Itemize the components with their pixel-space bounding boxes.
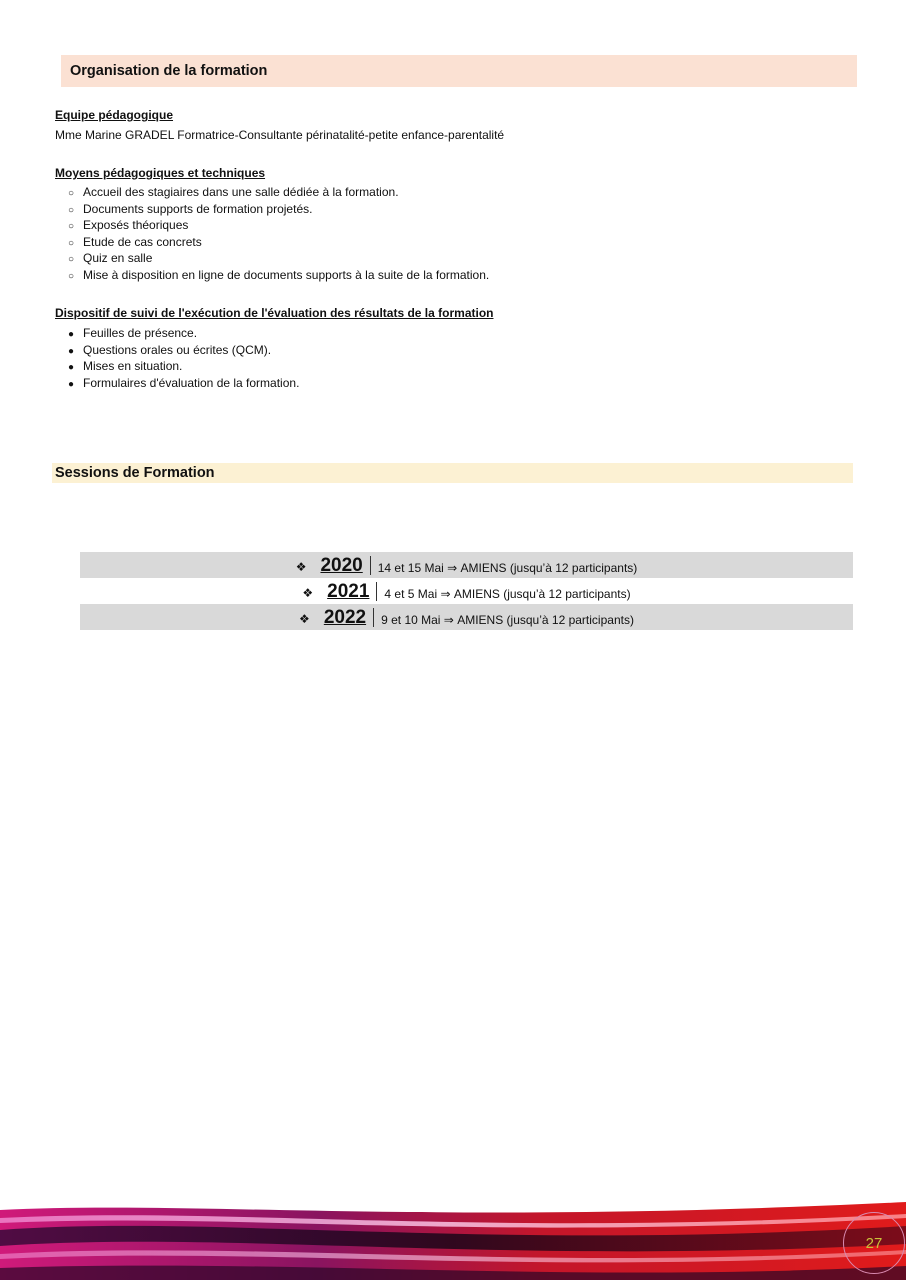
page-number bbox=[843, 1212, 905, 1274]
list-item: ● Questions orales ou écrites (QCM). bbox=[68, 342, 299, 359]
section-title-text: Organisation de la formation bbox=[70, 63, 268, 79]
page-number-text: 27 bbox=[865, 1234, 883, 1252]
session-year: 2020 bbox=[320, 555, 363, 576]
circle-bullet-icon: ○ bbox=[68, 237, 75, 249]
team-line: Mme Marine GRADEL Formatrice-Consultante périnatalité-petite enfance-parentalité bbox=[55, 128, 505, 142]
session-year: 2022 bbox=[323, 607, 367, 628]
vertical-separator bbox=[370, 556, 371, 575]
session-dates: 14 et 15 Mai bbox=[377, 561, 444, 575]
decorative-footer-band bbox=[0, 1196, 906, 1280]
section-title-organisation bbox=[61, 55, 857, 87]
arrow-right-icon: ⇒ bbox=[440, 613, 458, 627]
list-item: ○ Accueil des stagiaires dans une salle dédiée à la formation. bbox=[68, 184, 489, 201]
session-row-2022 bbox=[80, 604, 853, 630]
disc-bullet-icon: ● bbox=[68, 329, 75, 340]
list-item: ● Feuilles de présence. bbox=[68, 325, 299, 342]
session-row-2020 bbox=[80, 552, 853, 578]
list-item: ○ Documents supports de formation projetés. bbox=[68, 201, 489, 218]
circle-bullet-icon: ○ bbox=[68, 270, 75, 282]
circle-bullet-icon: ○ bbox=[68, 204, 75, 216]
means-list bbox=[68, 184, 489, 284]
session-row-2021 bbox=[80, 578, 853, 604]
disc-bullet-icon: ● bbox=[68, 362, 75, 374]
session-dates: 9 et 10 Mai bbox=[381, 613, 441, 627]
session-dates: 4 et 5 Mai bbox=[384, 587, 438, 601]
disc-bullet-icon: ● bbox=[68, 378, 75, 390]
diamond-bullet-icon: ❖ bbox=[302, 586, 314, 600]
circle-bullet-icon: ○ bbox=[68, 188, 75, 199]
list-item: ○ Exposés théoriques bbox=[68, 217, 489, 234]
followup-heading: Dispositif de suivi de l'exécution de l'évaluation des résultats de la formation bbox=[55, 306, 494, 320]
circle-bullet-icon: ○ bbox=[68, 254, 75, 266]
circle-bullet-icon: ○ bbox=[68, 221, 75, 233]
team-heading: Equipe pédagogique bbox=[55, 108, 174, 122]
section-title-sessions bbox=[52, 463, 853, 483]
session-year: 2021 bbox=[327, 581, 370, 602]
list-item: ● Formulaires d'évaluation de la formation. bbox=[68, 375, 299, 392]
disc-bullet-icon: ● bbox=[68, 345, 75, 357]
section-title-text: Sessions de Formation bbox=[55, 465, 215, 481]
followup-list bbox=[68, 325, 299, 391]
means-heading: Moyens pédagogiques et techniques bbox=[55, 166, 266, 180]
diamond-bullet-icon: ❖ bbox=[295, 560, 307, 574]
arrow-right-icon: ⇒ bbox=[437, 587, 454, 601]
arrow-right-icon: ⇒ bbox=[443, 561, 461, 575]
session-location: AMIENS (jusqu’à 12 participants) bbox=[460, 561, 638, 575]
vertical-separator bbox=[376, 582, 377, 601]
vertical-separator bbox=[373, 608, 374, 627]
session-location: AMIENS (jusqu’à 12 participants) bbox=[457, 613, 634, 627]
diamond-bullet-icon: ❖ bbox=[299, 612, 310, 626]
list-item: ● Mises en situation. bbox=[68, 358, 299, 375]
list-item: ○ Mise à disposition en ligne de documents supports à la suite de la formation. bbox=[68, 267, 489, 284]
list-item: ○ Quiz en salle bbox=[68, 250, 489, 267]
list-item: ○ Etude de cas concrets bbox=[68, 234, 489, 251]
session-location: AMIENS (jusqu’à 12 participants) bbox=[453, 587, 631, 601]
